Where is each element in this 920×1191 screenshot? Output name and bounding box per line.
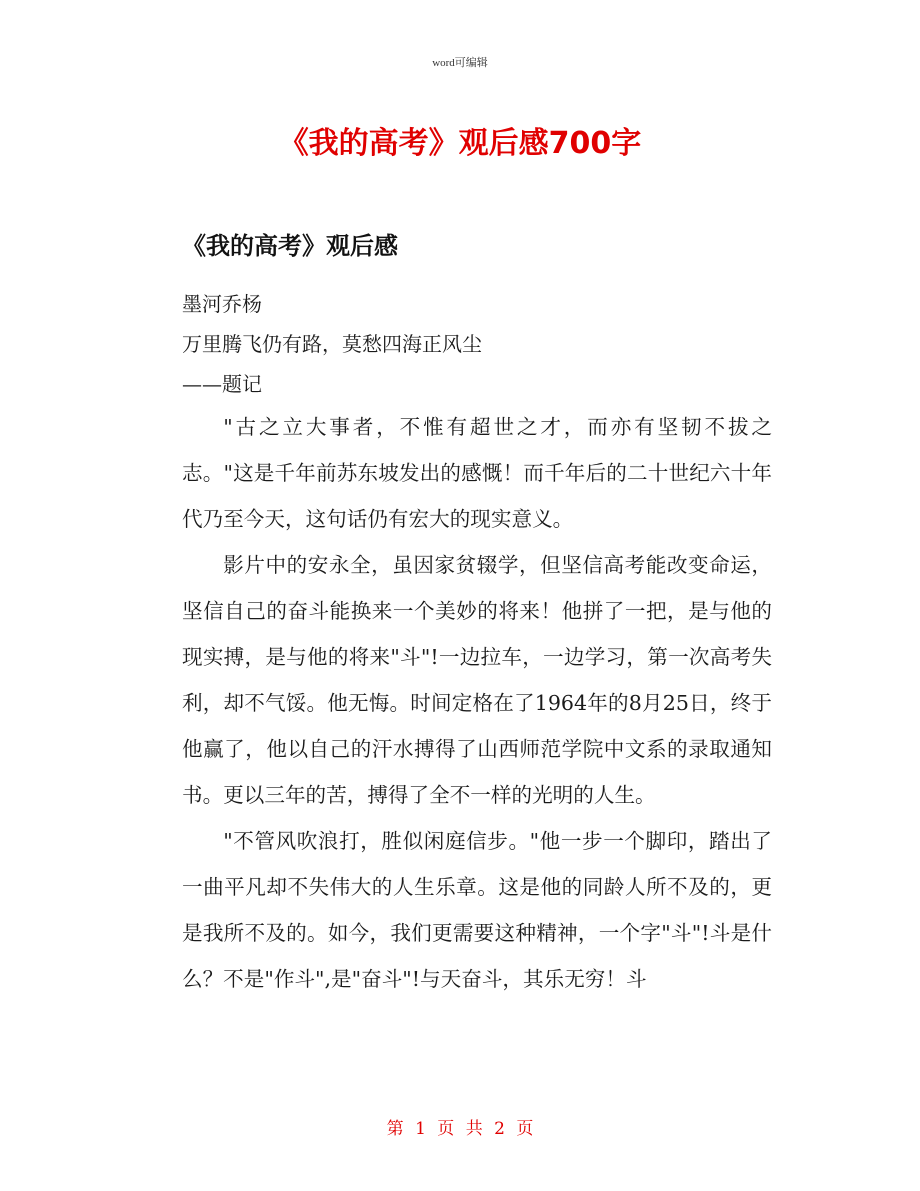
essay-subtitle: 《我的高考》观后感 bbox=[182, 232, 398, 260]
epigraph-line: 万里腾飞仍有路，莫愁四海正风尘 bbox=[182, 332, 482, 356]
paragraph-3: "不管风吹浪打，胜似闲庭信步。"他一步一个脚印，踏出了一曲平凡却不失伟大的人生乐章。这是他的同龄人所不及的，更是我所不及的。如今，我们更需要这种精神，一个字"斗"!斗是什么？不是"作斗",是"奋斗"!与天奋斗，其乐无穷！斗 bbox=[182, 829, 772, 991]
header-note: word可编辑 bbox=[432, 57, 488, 69]
page-number-footer: 第 1 页 共 2 页 bbox=[386, 1119, 534, 1139]
epigraph-note: ——题记 bbox=[182, 372, 262, 396]
author-line: 墨河乔杨 bbox=[182, 292, 262, 316]
paragraph-2: 影片中的安永全，虽因家贫辍学，但坚信高考能改变命运，坚信自己的奋斗能换来一个美妙的将来！他拼了一把，是与他的现实搏，是与他的将来"斗"!一边拉车，一边学习，第一次高考失利，却不气馁。他无悔。时间定格在了1964年的8月25日，终于他赢了，他以自己的汗水搏得了山西师范学院中文系的录取通知书。更以三年的苦，搏得了全不一样的光明的人生。 bbox=[182, 553, 772, 807]
paragraph-1: "古之立大事者，不惟有超世之才，而亦有坚韧不拔之志。"这是千年前苏东坡发出的感慨！而千年后的二十世纪六十年代乃至今天，这句话仍有宏大的现实意义。 bbox=[182, 415, 772, 531]
essay-body bbox=[182, 284, 772, 1002]
document-title: 《我的高考》观后感700字 bbox=[278, 126, 642, 161]
